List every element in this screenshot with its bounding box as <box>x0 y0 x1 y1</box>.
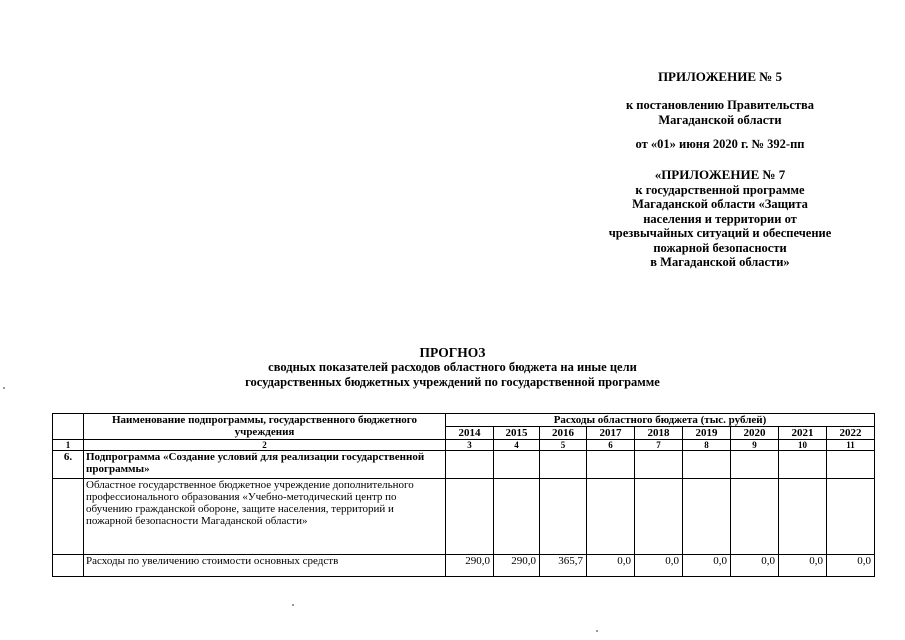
column-number: 9 <box>731 440 779 451</box>
value-cell: 290,0 <box>494 555 540 577</box>
value-cell <box>494 451 540 479</box>
appendix-7-line: «ПРИЛОЖЕНИЕ № 7 <box>654 167 786 182</box>
value-cell <box>827 451 875 479</box>
column-number: 8 <box>683 440 731 451</box>
column-number: 6 <box>587 440 635 451</box>
forecast-subtitle-line: сводных показателей расходов областного бюджета на иные цели <box>268 360 637 374</box>
column-number-row <box>53 440 875 451</box>
decree-reference <box>560 98 880 127</box>
value-cell <box>779 479 827 555</box>
value-cell <box>731 451 779 479</box>
column-number: 1 <box>53 440 84 451</box>
appendix-5-label: ПРИЛОЖЕНИЕ № 5 <box>657 69 783 84</box>
forecast-title: ПРОГНОЗ <box>419 345 486 360</box>
year-cell: 2021 <box>779 427 827 440</box>
appendix-7-line: населения и территории от <box>643 211 797 226</box>
value-cell: 0,0 <box>587 555 635 577</box>
decree-date-text: от «01» июня 2020 г. № 392-пп <box>635 137 805 151</box>
value-cell <box>683 451 731 479</box>
table-row-institution <box>53 479 875 555</box>
value-cell <box>635 451 683 479</box>
year-cell: 2022 <box>827 427 875 440</box>
value-cell <box>827 479 875 555</box>
value-cell <box>683 479 731 555</box>
appendix-7-line: пожарной безопасности <box>653 240 787 255</box>
value-cell <box>540 451 587 479</box>
value-cell <box>540 479 587 555</box>
scan-speck <box>596 630 598 632</box>
year-cell: 2015 <box>494 427 540 440</box>
value-cell: 0,0 <box>731 555 779 577</box>
appendix-7-line: в Магаданской области» <box>650 255 790 269</box>
forecast-subtitle-line: государственных бюджетных учреждений по государственной программе <box>245 375 660 389</box>
header-num-cell <box>53 414 84 440</box>
row-name: Областное государственное бюджетное учреждение дополнительного профессионального образования «Учебно-методический центр по обучению гражданской обороне, защите населения, территорий и пожарной безопасности Магаданской области» <box>84 479 446 555</box>
header-name-cell: Наименование подпрограммы, государственного бюджетного учреждения <box>84 414 446 440</box>
value-cell: 365,7 <box>540 555 587 577</box>
year-cell: 2019 <box>683 427 731 440</box>
table-row-subprogram <box>53 451 875 479</box>
appendix-7-line: чрезвычайных ситуаций и обеспечение <box>608 226 832 240</box>
table-header-row <box>53 414 875 427</box>
value-cell <box>635 479 683 555</box>
column-number: 5 <box>540 440 587 451</box>
value-cell <box>446 479 494 555</box>
value-cell: 0,0 <box>779 555 827 577</box>
value-cell: 0,0 <box>827 555 875 577</box>
column-number: 4 <box>494 440 540 451</box>
appendix-7-block <box>560 168 880 270</box>
scan-speck <box>3 387 5 389</box>
year-cell: 2016 <box>540 427 587 440</box>
year-cell: 2014 <box>446 427 494 440</box>
value-cell <box>446 451 494 479</box>
appendix-5-title <box>560 70 880 85</box>
expenses-table <box>52 413 875 577</box>
row-name: Подпрограмма «Создание условий для реализации государственной программы» <box>84 451 446 479</box>
row-number <box>53 479 84 555</box>
decree-line: Магаданской области <box>658 112 782 127</box>
row-number <box>53 555 84 577</box>
column-number: 2 <box>84 440 446 451</box>
year-cell: 2020 <box>731 427 779 440</box>
year-cell: 2017 <box>587 427 635 440</box>
decree-line: к постановлению Правительства <box>625 98 815 112</box>
value-cell <box>587 479 635 555</box>
column-number: 11 <box>827 440 875 451</box>
value-cell <box>494 479 540 555</box>
value-cell: 0,0 <box>635 555 683 577</box>
decree-date <box>560 137 880 152</box>
forecast-heading <box>0 345 905 390</box>
value-cell <box>779 451 827 479</box>
value-cell: 290,0 <box>446 555 494 577</box>
column-number: 3 <box>446 440 494 451</box>
value-cell <box>587 451 635 479</box>
scan-speck <box>292 604 294 606</box>
column-number: 10 <box>779 440 827 451</box>
header-expenses-cell: Расходы областного бюджета (тыс. рублей) <box>446 414 875 427</box>
appendix-7-line: Магаданской области «Защита <box>632 197 808 211</box>
column-number: 7 <box>635 440 683 451</box>
year-cell: 2018 <box>635 427 683 440</box>
appendix-7-line: к государственной программе <box>635 182 805 197</box>
row-name: Расходы по увеличению стоимости основных средств <box>84 555 446 577</box>
value-cell: 0,0 <box>683 555 731 577</box>
table-row-expenses <box>53 555 875 577</box>
value-cell <box>731 479 779 555</box>
row-number: 6. <box>53 451 84 479</box>
